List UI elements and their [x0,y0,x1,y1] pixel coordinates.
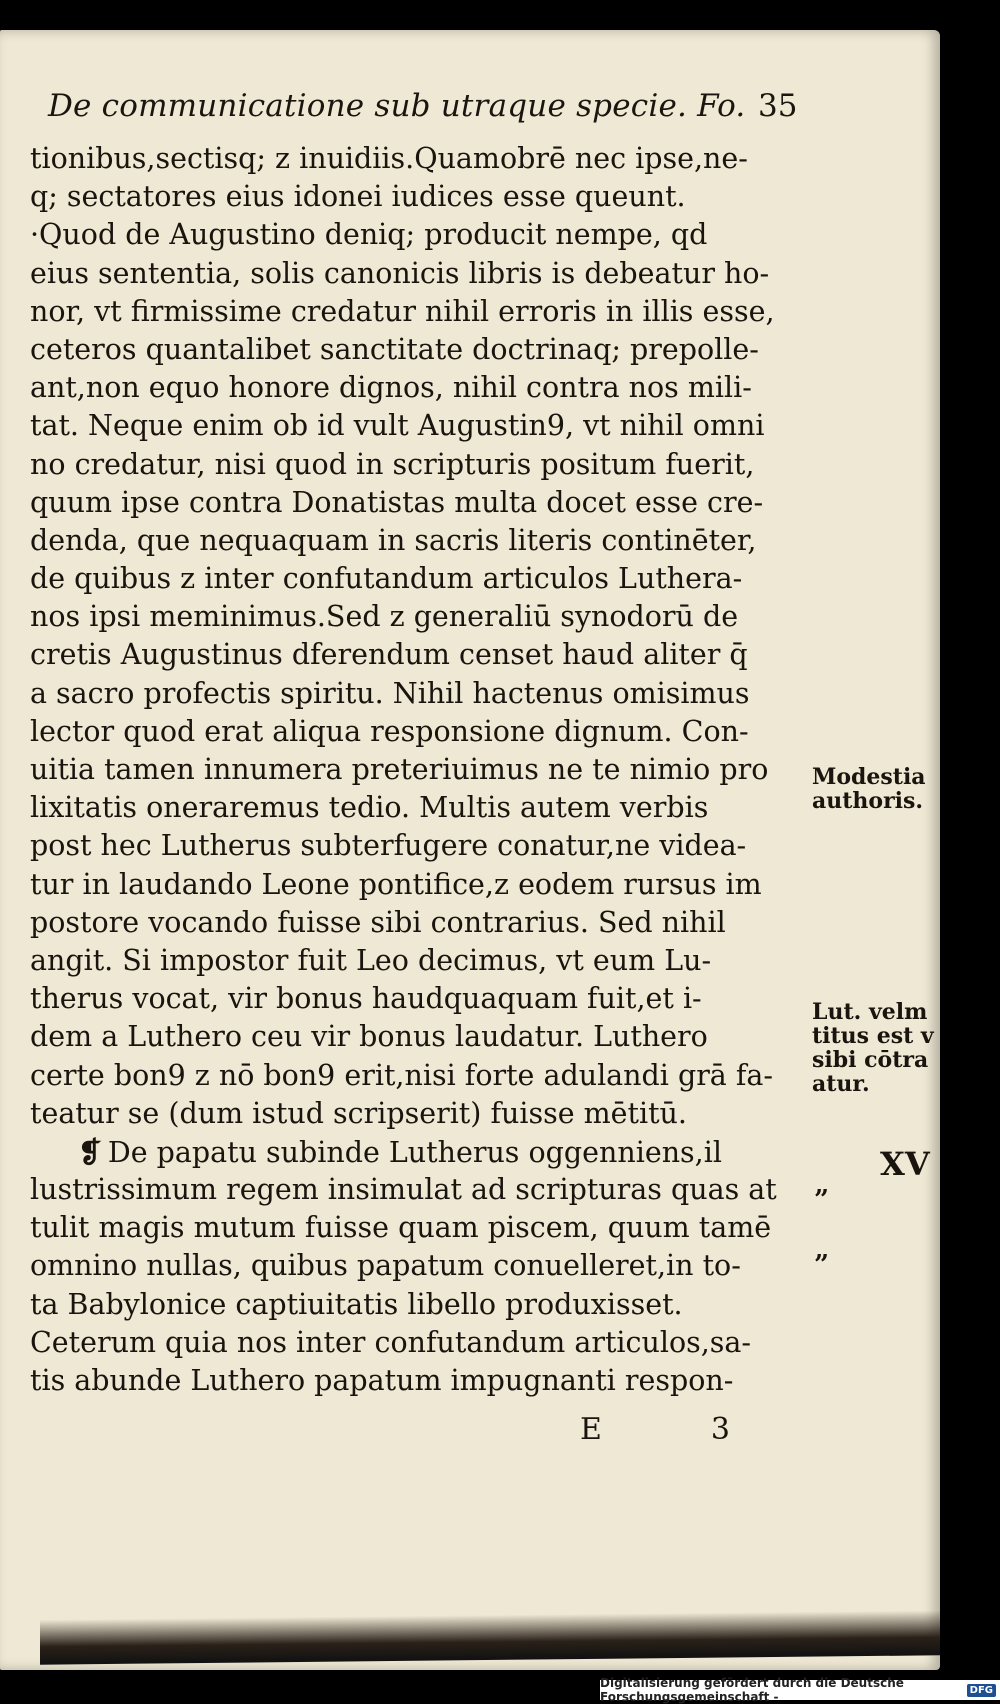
page-bottom-edge [40,1610,940,1664]
credit-text: Digitalisierung gefördert durch die Deutsche Forschungsgemeinschaft - [600,1676,904,1704]
digitization-credit [600,1676,1000,1704]
text-line: Ceterum quia nos inter confutandum articulos,sa- [30,1325,752,1359]
paragraph-start-line [30,1133,810,1171]
paragraph-mark-icon: ❡ [78,1134,102,1169]
text-line: lixitatis oneraremus tedio. Multis autem verbis [30,791,709,825]
text-line: ·Quod de Augustino deniq; producit nempe, qd [30,218,708,252]
text-line: De papatu subinde Lutherus oggenniens,il [107,1135,722,1169]
text-line: angit. Si impostor fuit Leo decimus, vt eum Lu- [30,943,712,977]
text-line: de quibus z inter confutandum articulos Luthera- [30,562,743,596]
text-line: dem a Luthero ceu vir bonus laudatur. Luthero [30,1020,708,1054]
running-head [48,88,808,124]
signature-number: 3 [710,1412,730,1447]
dfg-logo: DFG [967,1684,996,1697]
text-line: lector quod erat aliqua responsione dignum. Con- [30,714,749,748]
text-line: post hec Lutherus subterfugere conatur,ne videa- [30,829,747,863]
text-line: tat. Neque enim ob id vult Augustin9, vt nihil omni [30,409,765,443]
folio-number: 35 [758,88,798,124]
text-line: omnino nullas, quibus papatum conuelleret,in to- [30,1249,741,1283]
running-head-title: De communicatione sub utraque specie. Fo. [48,88,746,124]
quotation-mark: ” [814,1250,829,1280]
text-line: teatur se (dum istud scripserit) fuisse mētitū. [30,1096,687,1130]
text-line: postore vocando fuisse sibi contrarius. Sed nihil [30,905,726,939]
text-line: tulit magis mutum fuisse quam piscem, quum tamē [30,1211,772,1245]
text-line: tionibus,sectisq; z inuidiis.Quamobrē nec ipse,ne- [30,142,748,175]
text-line: eius sententia, solis canonicis libris is debeatur ho- [30,256,770,290]
text-line: tur in laudando Leone pontifice,z eodem rursus im [30,867,762,901]
signature-letter: E [580,1412,602,1447]
section-number: XV [880,1145,930,1183]
text-line: denda, que nequaquam in sacris literis continēter, [30,523,757,557]
text-line: therus vocat, vir bonus haudquaquam fuit,et i- [30,982,702,1016]
text-line: lustrissimum regem insimulat ad scripturas quas at [30,1173,777,1207]
text-line: no credatur, nisi quod in scripturis positum fuerit, [30,447,755,481]
text-line: nor, vt firmissime credatur nihil erroris in illis esse, [30,294,775,328]
text-line: quum ipse contra Donatistas multa docet esse cre- [30,485,764,519]
text-line: uitia tamen innumera preteriuimus ne te nimio pro [30,753,769,786]
text-line: tis abunde Luthero papatum impugnanti respon- [30,1364,734,1397]
text-line: a sacro profectis spiritu. Nihil hactenus omisimus [30,676,750,710]
margin-note-lutherus: Lut. velm titus est v sibi cōtra atur. [812,999,934,1097]
text-line: certe bon9 z nō bon9 erit,nisi forte adulandi grā fa- [30,1058,774,1092]
margin-note-modestia: Modestia authoris. [812,764,926,814]
text-line: ceteros quantalibet sanctitate doctrinaq; prepolle- [30,332,759,366]
signature-mark [580,1412,730,1447]
body-text [30,140,810,1400]
text-line: q; sectatores eius idonei iudices esse queunt. [30,180,686,214]
text-line: ant,non equo honore dignos, nihil contra nos mili- [30,371,752,405]
text-line: cretis Augustinus dferendum censet haud aliter q̄ [30,638,748,672]
quotation-mark: ” [814,1185,829,1215]
text-line: nos ipsi meminimus.Sed z generaliū synodorū de [30,600,739,634]
text-line: ta Babylonice captiuitatis libello produxisset. [30,1287,683,1321]
